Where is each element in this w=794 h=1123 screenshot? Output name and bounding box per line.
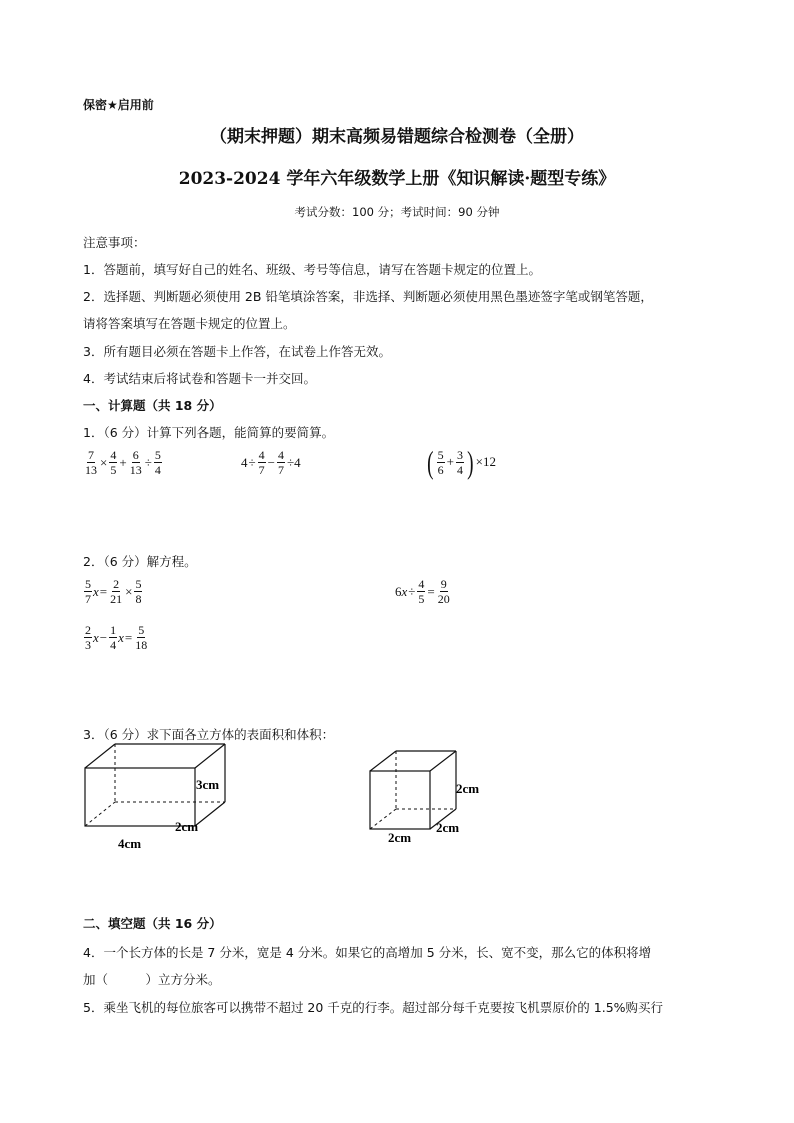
cuboid-height-label: 3cm (196, 777, 220, 792)
denominator: 5 (418, 592, 425, 606)
confidential-label: 保密★启用前 (83, 98, 154, 112)
operator: ÷4 (286, 454, 301, 470)
operator: − (99, 629, 108, 645)
operator: ÷ (248, 454, 256, 470)
numerator: 1 (110, 623, 117, 637)
operator: ×12 (475, 454, 496, 469)
numerator: 4 (258, 448, 265, 462)
fraction (437, 449, 445, 476)
denominator: 4 (457, 462, 463, 477)
numerator: 3 (457, 447, 463, 462)
cube-height-label: 2cm (456, 781, 480, 796)
denominator: 4 (154, 463, 161, 477)
notice-item: 4．考试结束后将试卷和答题卡一并交回。 (83, 371, 316, 386)
fraction (129, 449, 143, 476)
denominator: 18 (135, 638, 148, 652)
cube-diagram (360, 745, 490, 850)
denominator: 5 (110, 463, 117, 477)
denominator: 13 (129, 463, 142, 477)
denominator: 8 (135, 592, 142, 606)
equals-sign: = (99, 583, 108, 599)
fraction (277, 449, 285, 476)
numerator: 7 (88, 448, 94, 462)
fraction (437, 578, 451, 605)
fraction (109, 624, 117, 651)
fraction (84, 449, 98, 476)
denominator: 7 (258, 463, 265, 477)
numerator: 9 (440, 577, 447, 591)
denominator: 13 (85, 463, 97, 477)
q2-equation-2 (395, 578, 452, 605)
notice-item: 2．选择题、判断题必须使用 2B 铅笔填涂答案，非选择、判断题必须使用黑色墨迹签字笔或钢笔答题， (83, 289, 653, 304)
operator: − (267, 454, 275, 470)
q2-equation-3 (83, 624, 149, 651)
cuboid-diagram (75, 738, 245, 856)
exam-title-line2: 2023-2024 学年六年级数学上册《知识解读·题型专练》 (178, 169, 616, 189)
operator: × (125, 583, 133, 599)
operator: + (446, 454, 454, 469)
number: 4 (241, 454, 248, 470)
fraction (258, 449, 266, 476)
notice-item: 请将答案填写在答题卡规定的位置上。 (83, 316, 296, 331)
notice-item: 1．答题前，填写好自己的姓名、班级、考号等信息，请写在答题卡规定的位置上。 (83, 262, 541, 277)
numerator: 2 (113, 577, 120, 591)
q1-expression-2 (241, 449, 302, 476)
numerator: 4 (418, 577, 425, 591)
equals-sign: = (124, 629, 133, 645)
numerator: 5 (138, 623, 145, 637)
cuboid-depth-label: 2cm (175, 819, 199, 834)
numerator: 5 (437, 447, 444, 462)
numerator: 5 (85, 577, 91, 591)
numerator: 5 (154, 448, 161, 462)
denominator: 4 (110, 638, 117, 652)
cuboid-length-label: 4cm (118, 836, 142, 851)
question-2-stem: 2．（6 分）解方程。 (83, 554, 197, 569)
operator: × (100, 454, 108, 470)
q1-expression-3 (425, 446, 496, 478)
notice-item: 3．所有题目必须在答题卡上作答，在试卷上作答无效。 (83, 344, 391, 359)
denominator: 20 (437, 592, 450, 606)
denominator: 3 (85, 638, 91, 652)
left-paren: ( (427, 444, 434, 480)
numerator: 2 (85, 623, 91, 637)
variable: x (118, 629, 124, 645)
question-4-line: 加（ ）立方分米。 (83, 972, 221, 987)
denominator: 21 (110, 592, 123, 606)
cube-depth-label: 2cm (436, 820, 460, 835)
denominator: 7 (277, 463, 284, 477)
denominator: 6 (437, 462, 444, 477)
q1-expression-1 (83, 449, 163, 476)
operator: ÷ (144, 454, 152, 470)
right-paren: ) (467, 444, 474, 480)
equals-sign: = (427, 583, 435, 599)
variable: x (93, 583, 99, 599)
fraction (109, 449, 117, 476)
section2-title: 二、填空题（共 16 分） (83, 916, 222, 931)
fraction (456, 449, 464, 476)
number: 6 (395, 583, 402, 599)
question-3-stem: 3．（6 分）求下面各立方体的表面积和体积： (83, 727, 335, 742)
question-5-line: 5．乘坐飞机的每位旅客可以携带不超过 20 千克的行李。超过部分每千克要按飞机票原价的 1.5%购买行 (83, 1000, 664, 1015)
fraction (154, 449, 162, 476)
fraction (109, 578, 123, 605)
operator: + (119, 454, 127, 470)
fraction (134, 578, 142, 605)
numerator: 4 (110, 448, 117, 462)
operator: ÷ (408, 583, 416, 599)
section1-title: 一、计算题（共 18 分） (83, 398, 222, 413)
variable: x (401, 583, 408, 599)
fraction (417, 578, 425, 605)
question-4-line: 4．一个长方体的长是 7 分米，宽是 4 分米。如果它的高增加 5 分米，长、宽不变，那么它的体积将增 (83, 945, 652, 960)
exam-title-line1: （期末押题）期末高频易错题综合检测卷（全册） (210, 127, 584, 147)
q2-equation-1 (83, 578, 143, 605)
fraction (84, 578, 92, 605)
numerator: 5 (135, 577, 142, 591)
fraction (84, 624, 92, 651)
question-1-stem: 1．（6 分）计算下列各题，能简算的要简算。 (83, 425, 335, 440)
variable: x (93, 629, 99, 645)
denominator: 7 (85, 592, 91, 606)
numerator: 6 (132, 448, 139, 462)
exam-info: 考试分数：100 分；考试时间：90 分钟 (294, 205, 500, 219)
cube-length-label: 2cm (388, 830, 412, 845)
fraction (134, 624, 148, 651)
notice-heading: 注意事项： (83, 235, 146, 250)
numerator: 4 (277, 448, 284, 462)
